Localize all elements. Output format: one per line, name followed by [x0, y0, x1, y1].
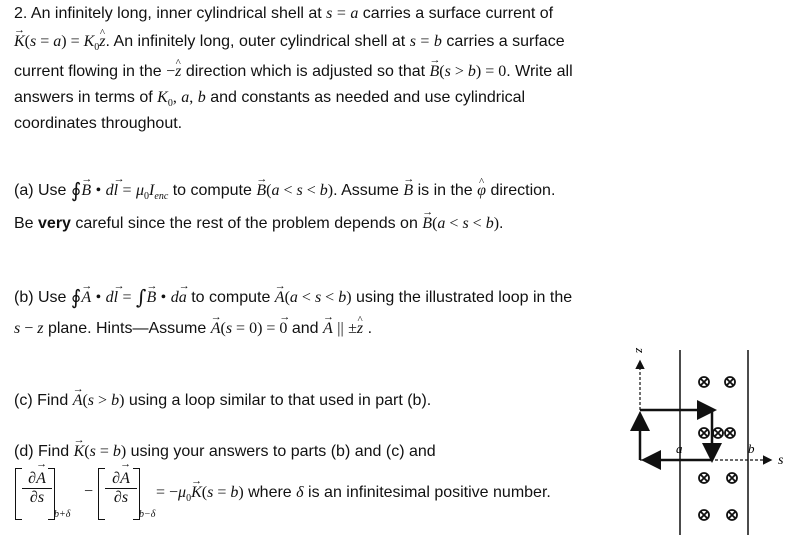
part-d-equation-rhs: = $-\mu_0\to K(s = b)$ where δ is an infinitesimal positive number.: [156, 483, 551, 509]
part-a-line-2: Be very careful since the rest of the problem depends on → B(a < s < b).: [14, 214, 503, 234]
s-axis-label: s: [778, 453, 784, 468]
part-b-line-2: s − z plane. Hints—Assume → A(s = 0) = → 0 and → A || ±^ z .: [14, 319, 372, 339]
problem-line-4: answers in terms of $K_0$, a, b and constants as needed and use cylindrical: [14, 89, 526, 110]
minus-sign: −: [84, 483, 94, 500]
problem-line-5: coordinates throughout.: [14, 115, 183, 132]
label-a: a: [676, 441, 683, 456]
part-b-line-1: (b) Use ∮→ A • d→ l = ∫→ B • d→ a to compute → A(a < s < b) using the illustrated loop in the: [14, 287, 572, 308]
loop-diagram: [620, 340, 800, 540]
label-b: b: [748, 441, 755, 456]
part-c-line: (c) Find → A(s > b) using a loop similar to that used in part (b).: [14, 391, 431, 411]
problem-line-1: 2. An infinitely long, inner cylindrical shell at s = a carries a surface current of: [14, 5, 554, 22]
part-d-line-1: (d) Find → K(s = b) using your answers to parts (b) and (c) and: [14, 442, 436, 462]
problem-line-2: → $K(s = a) = K_0\^{}$ z. An infinitely long, outer cylindrical shell at s = b carries a surface: [14, 32, 565, 58]
current-into-page-symbols: [699, 377, 737, 520]
z-axis-label: z: [633, 348, 648, 354]
problem-line-3: current flowing in the −^ z direction which is adjusted so that → B(s > b) = 0. Write all: [14, 62, 573, 82]
part-a-line-1: (a) Use ∮→ B • $d\to l = \mu_0I_{enc}$ to compute → B(a < s < b). Assume → B is in the ^ φ direction.: [14, 180, 555, 207]
